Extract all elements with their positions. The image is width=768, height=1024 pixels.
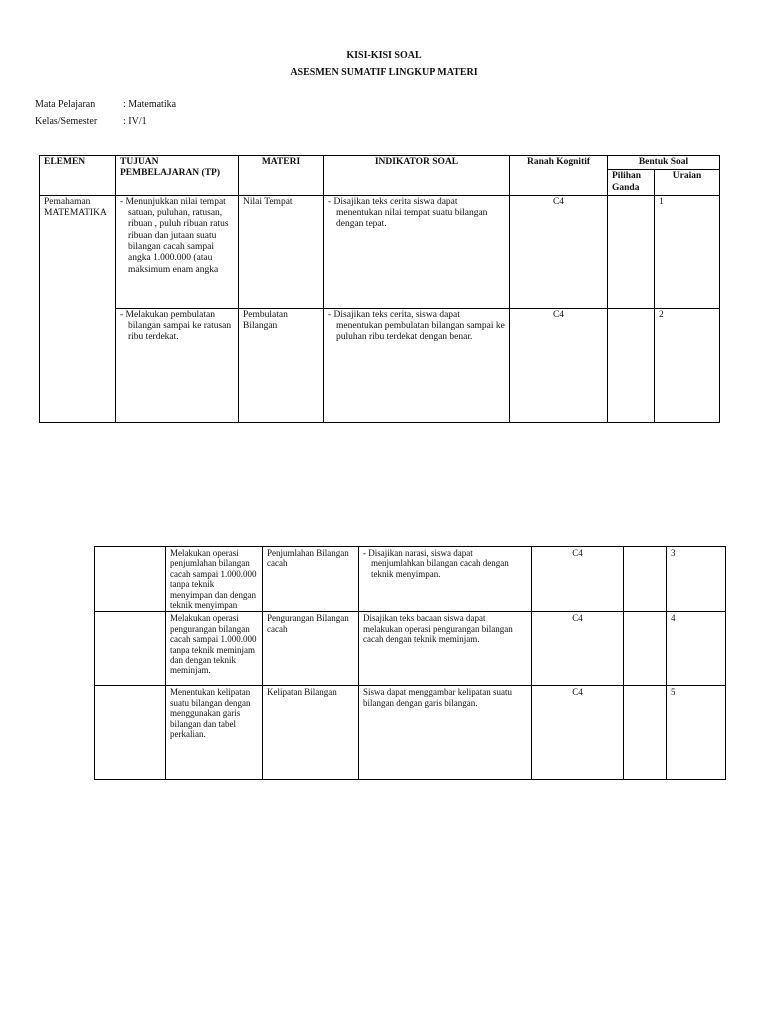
cell-ranah: C4 xyxy=(510,308,608,422)
meta-row-subject xyxy=(35,99,335,113)
cell-materi: Nilai Tempat xyxy=(239,195,324,308)
document-subtitle: ASESMEN SUMATIF LINGKUP MATERI xyxy=(290,67,478,78)
cell-ranah: C4 xyxy=(532,612,624,686)
header-tp: TUJUAN PEMBELAJARAN (TP) xyxy=(116,156,239,196)
document-title: KISI-KISI SOAL xyxy=(346,50,422,61)
header-ranah: Ranah Kognitif xyxy=(510,156,608,196)
cell-tp: - Melakukan pembulatan bilangan sampai ke ratusan ribu terdekat. xyxy=(116,308,239,422)
header-materi: MATERI xyxy=(239,156,324,196)
cell-elemen xyxy=(95,612,166,686)
cell-uraian: 2 xyxy=(655,308,720,422)
cell-uraian: 5 xyxy=(667,686,726,780)
kisi-kisi-table-page1 xyxy=(39,155,720,423)
cell-materi: Kelipatan Bilangan xyxy=(263,686,359,780)
cell-elemen xyxy=(95,547,166,612)
table-row xyxy=(40,308,720,422)
cell-uraian: 4 xyxy=(667,612,726,686)
cell-materi: Penjumlahan Bilangan cacah xyxy=(263,547,359,612)
cell-elemen xyxy=(95,686,166,780)
cell-tp: Melakukan operasi pengurangan bilangan cacah sampai 1.000.000 tanpa teknik meminjam dan dengan teknik meminjam. xyxy=(166,612,263,686)
meta-label: Mata Pelajaran xyxy=(35,99,96,110)
table-row xyxy=(95,547,726,612)
meta-value: : Matematika xyxy=(123,99,177,110)
header-bentuk-soal: Bentuk Soal xyxy=(608,156,720,170)
cell-indikator: Siswa dapat menggambar kelipatan suatu bilangan dengan garis bilangan. xyxy=(359,686,532,780)
cell-uraian: 3 xyxy=(667,547,726,612)
header-elemen: ELEMEN xyxy=(40,156,116,196)
cell-ranah: C4 xyxy=(532,547,624,612)
cell-elemen: Pemahaman MATEMATIKA xyxy=(40,195,116,422)
cell-uraian: 1 xyxy=(655,195,720,308)
cell-pilihan-ganda xyxy=(608,195,655,308)
cell-tp: Menentukan kelipatan suatu bilangan dengan menggunakan garis bilangan dan tabel perkalian. xyxy=(166,686,263,780)
table-row xyxy=(95,686,726,780)
cell-indikator: - Disajikan teks cerita siswa dapat menentukan nilai tempat suatu bilangan dengan tepat. xyxy=(324,195,510,308)
cell-tp: - Menunjukkan nilai tempat satuan, puluhan, ratusan, ribuan , puluh ribuan ratus ribuan dan jutaan suatu bilangan cacah sampai angka 1.000.000 (atau maksimum enam angka xyxy=(116,195,239,308)
cell-tp: Melakukan operasi penjumlahan bilangan cacah sampai 1.000.000 tanpa teknik menyimpan dan dengan teknik menyimpan xyxy=(166,547,263,612)
table-row xyxy=(40,195,720,308)
meta-row-class xyxy=(35,116,335,130)
kisi-kisi-table-page2 xyxy=(94,546,726,780)
header-uraian: Uraian xyxy=(655,170,720,196)
table-row xyxy=(95,612,726,686)
header-indikator: INDIKATOR SOAL xyxy=(324,156,510,196)
header-pilihan-ganda: Pilihan Ganda xyxy=(608,170,655,196)
cell-pilihan-ganda xyxy=(624,686,667,780)
cell-materi: Pengurangan Bilangan cacah xyxy=(263,612,359,686)
cell-ranah: C4 xyxy=(510,195,608,308)
cell-pilihan-ganda xyxy=(624,547,667,612)
meta-value: : IV/1 xyxy=(123,116,147,127)
cell-pilihan-ganda xyxy=(624,612,667,686)
cell-pilihan-ganda xyxy=(608,308,655,422)
meta-label: Kelas/Semester xyxy=(35,116,98,127)
cell-indikator: - Disajikan teks cerita, siswa dapat menentukan pembulatan bilangan sampai ke puluhan ribu terdekat dengan benar. xyxy=(324,308,510,422)
cell-indikator: Disajikan teks bacaan siswa dapat melakukan operasi pengurangan bilangan cacah dengan teknik meminjam. xyxy=(359,612,532,686)
cell-indikator: - Disajikan narasi, siswa dapat menjumlahkan bilangan cacah dengan teknik menyimpan. xyxy=(359,547,532,612)
cell-ranah: C4 xyxy=(532,686,624,780)
cell-materi: Pembulatan Bilangan xyxy=(239,308,324,422)
